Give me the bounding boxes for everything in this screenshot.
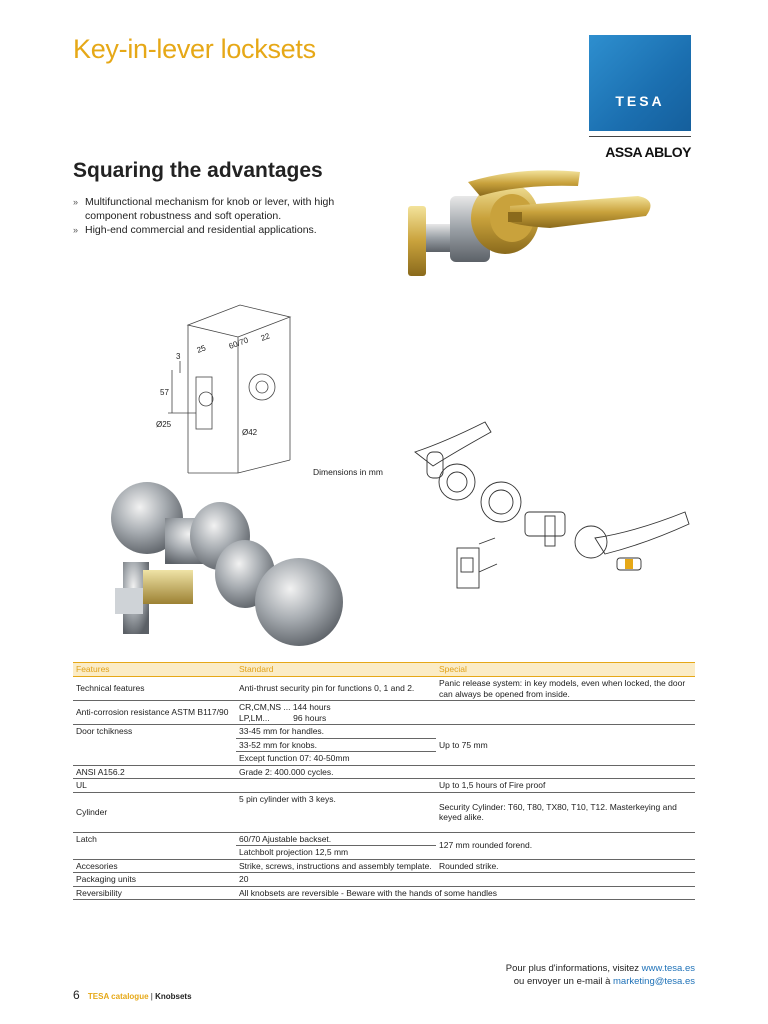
special-cell xyxy=(436,701,695,725)
special-cell: Up to 1,5 hours of Fire proof xyxy=(439,780,546,790)
page-title: Key-in-lever locksets xyxy=(73,34,316,64)
standard-cell: All knobsets are reversible - Beware with the hands of some handles xyxy=(239,887,497,898)
table-row xyxy=(73,886,695,900)
dimension-diagram xyxy=(150,295,310,477)
section-heading: Squaring the advantages xyxy=(73,159,323,182)
feature-cell: Packaging units xyxy=(76,874,137,884)
special-cell: Panic release system: in key models, even when locked, the door can always be opened from inside. xyxy=(439,678,686,699)
catalogue-name: TESA catalogue xyxy=(87,992,149,1001)
special-cell: 127 mm rounded forend. xyxy=(439,840,533,851)
feature-cell: UL xyxy=(76,780,87,790)
dim-label: 22 xyxy=(259,331,272,343)
dim-label: 60/70 xyxy=(227,335,250,351)
contact-info: Pour plus d'informations, visitez www.tesa.es ou envoyer un e-mail à marketing@tesa.es xyxy=(505,963,695,987)
dim-label: 3 xyxy=(176,352,181,361)
feature-cell: Cylinder xyxy=(76,806,108,817)
table-row xyxy=(73,765,695,779)
table-row xyxy=(73,779,695,793)
feature-cell: Reversibility xyxy=(76,887,122,898)
brand-divider xyxy=(589,136,691,137)
table-row xyxy=(73,873,695,887)
feature-cell: Latch xyxy=(76,833,97,844)
specifications-table xyxy=(73,662,695,900)
tesa-logo xyxy=(589,35,691,131)
page-footer xyxy=(73,988,192,1002)
table-row xyxy=(73,859,695,873)
steel-knob-lockset-photo xyxy=(105,478,350,650)
feature-cell: ANSI A156.2 xyxy=(76,766,125,777)
table-row xyxy=(73,725,695,766)
list-item: » High-end commercial and residential applications. xyxy=(73,224,317,236)
footer-separator: | xyxy=(150,992,153,1001)
table-row xyxy=(73,832,695,859)
feature-cell: Anti-corrosion resistance ASTM B117/90 xyxy=(76,707,229,718)
standard-cell: CR,CM,NS ... 144 hours LP,LM... 96 hours xyxy=(239,702,331,723)
brass-lever-lockset-photo xyxy=(400,166,660,286)
standard-cell xyxy=(236,779,436,793)
section-name: Knobsets xyxy=(155,992,192,1001)
advantages-list xyxy=(73,196,373,239)
feature-cell: Technical features xyxy=(76,683,145,694)
standard-cell: 20 xyxy=(239,874,249,884)
standard-cell: 33-45 mm for handles. 33-52 mm for knobs. Except function 07: 40-50mm xyxy=(236,725,436,766)
email-link[interactable]: marketing@tesa.es xyxy=(613,976,695,987)
dim-label: 57 xyxy=(160,388,169,397)
standard-cell: Anti-thrust security pin for functions 0, 1 and 2. xyxy=(239,683,415,694)
standard-cell: 5 pin cylinder with 3 keys. xyxy=(239,793,336,804)
standard-cell: Grade 2: 400.000 cycles. xyxy=(239,766,334,777)
special-cell: Up to 75 mm xyxy=(439,739,488,750)
page-number: 6 xyxy=(73,988,80,1002)
table-header-row xyxy=(73,663,695,677)
website-link[interactable]: www.tesa.es xyxy=(641,963,695,974)
table-row xyxy=(73,677,695,701)
dim-label: Ø42 xyxy=(242,428,258,437)
brand-name: TESA xyxy=(615,93,665,109)
feature-cell: Door tchikness xyxy=(76,726,133,736)
feature-cell: Accesories xyxy=(76,860,118,871)
standard-cell: 60/70 Ajustable backset. Latchbolt projection 12,5 mm xyxy=(236,832,436,859)
special-cell: Rounded strike. xyxy=(439,860,499,871)
standard-cell: Strike, screws, instructions and assembly template. xyxy=(239,860,432,871)
dim-label: 25 xyxy=(195,343,208,355)
list-item: » Multifunctional mechanism for knob or lever, with high component robustness and soft operation. xyxy=(73,196,335,222)
diagram-caption: Dimensions in mm xyxy=(313,467,383,477)
dim-label: Ø25 xyxy=(156,420,172,429)
assa-abloy-logo: ASSA ABLOY xyxy=(605,144,691,160)
special-cell xyxy=(436,765,695,779)
special-cell: Security Cylinder: T60, T80, TX80, T10, T12. Masterkeying and keyed alike. xyxy=(439,801,677,822)
header-standard: Standard xyxy=(239,664,274,675)
table-row xyxy=(73,792,695,832)
table-row xyxy=(73,701,695,725)
header-features: Features xyxy=(76,664,110,675)
special-cell xyxy=(436,873,695,887)
header-special: Special xyxy=(439,664,467,675)
exploded-lever-drawing xyxy=(405,412,695,592)
